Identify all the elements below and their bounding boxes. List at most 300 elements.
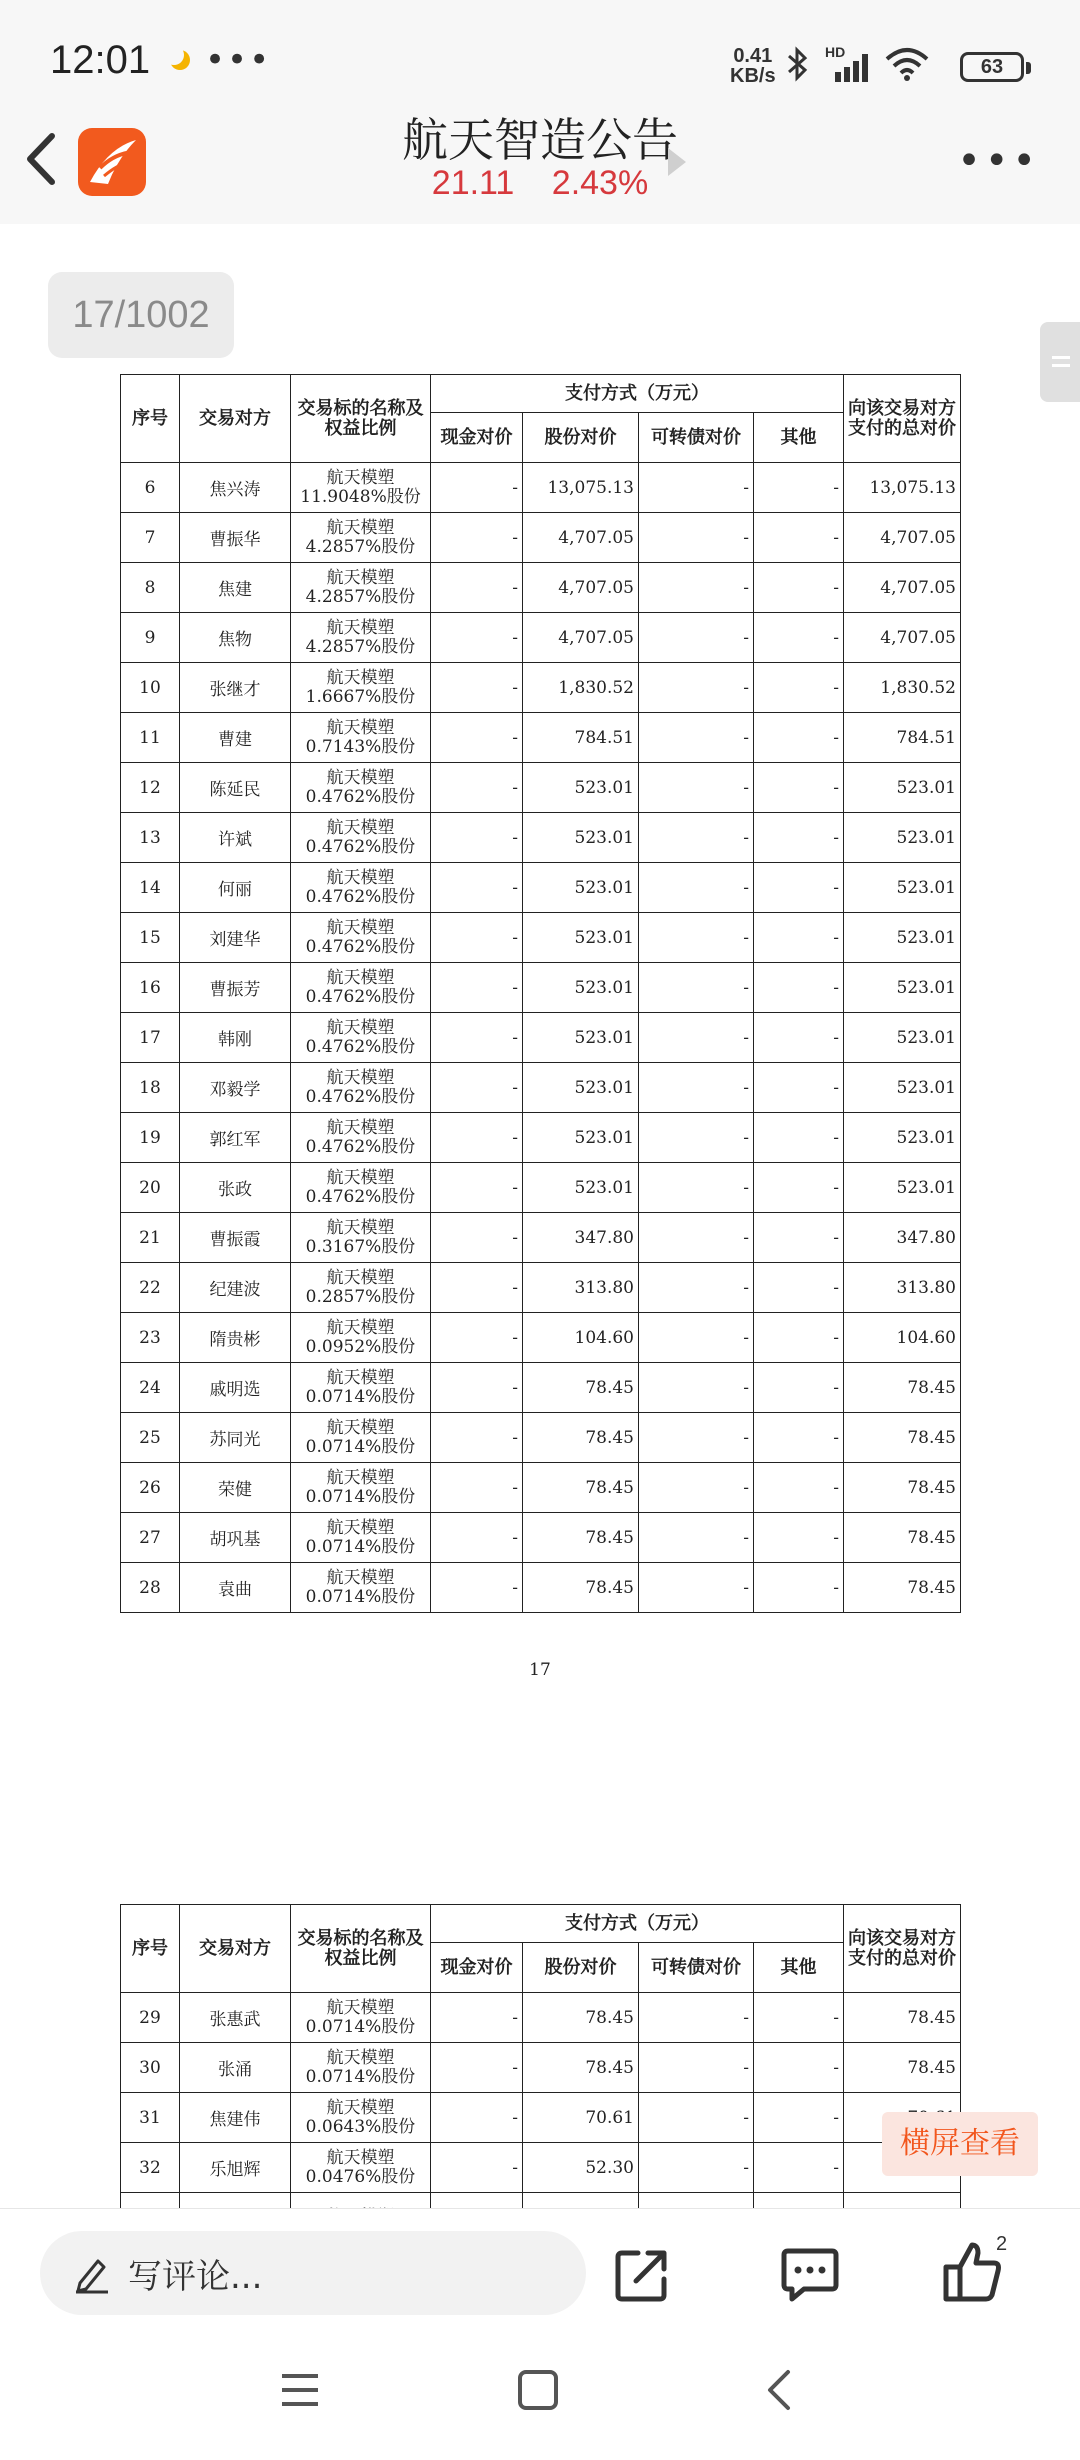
cell-stock: 523.01 — [523, 813, 639, 863]
cell-convertible: - — [639, 1563, 754, 1613]
cell-convertible: - — [639, 1213, 754, 1263]
target-name: 航天模塑 — [326, 1267, 395, 1288]
header-cash: 现金对价 — [431, 413, 523, 463]
wifi-icon — [885, 47, 929, 81]
table-row — [121, 1563, 961, 1613]
cell-stock: 78.45 — [523, 1563, 639, 1613]
cell-party: 韩刚 — [180, 1013, 291, 1063]
cell-seq: 30 — [121, 2043, 180, 2093]
document-viewer[interactable] — [0, 224, 1080, 2208]
target-ratio: 0.0643%股份 — [305, 2116, 416, 2137]
header-target: 交易标的名称及权益比例 — [291, 1905, 431, 1993]
cell-party: 刘建华 — [180, 913, 291, 963]
cell-seq: 16 — [121, 963, 180, 1013]
table-row — [121, 613, 961, 663]
cell-target — [291, 1213, 431, 1263]
cell-cash: - — [431, 1413, 523, 1463]
cell-convertible: - — [639, 1113, 754, 1163]
cell-total: 523.01 — [844, 863, 961, 913]
table-row — [121, 513, 961, 563]
cell-convertible: - — [639, 763, 754, 813]
table-row — [121, 1413, 961, 1463]
target-ratio: 0.0952%股份 — [305, 1336, 416, 1357]
header-total: 向该交易对方支付的总对价 — [844, 1905, 961, 1993]
cell-party: 隋贵彬 — [180, 1313, 291, 1363]
cell-seq: 31 — [121, 2093, 180, 2143]
table-row — [121, 663, 961, 713]
cell-cash: - — [431, 1513, 523, 1563]
target-name: 航天模塑 — [326, 1117, 395, 1138]
cell-convertible: - — [639, 563, 754, 613]
status-bar — [0, 0, 1080, 100]
target-name: 航天模塑 — [326, 867, 395, 888]
cell-other: - — [754, 2093, 844, 2143]
cell-convertible: - — [639, 2043, 754, 2093]
target-name: 航天模塑 — [326, 1567, 395, 1588]
cell-other: - — [754, 1313, 844, 1363]
cell-cash: - — [431, 513, 523, 563]
cell-stock: 4,707.05 — [523, 613, 639, 663]
target-ratio: 0.4762%股份 — [305, 1136, 416, 1157]
target-name: 航天模塑 — [326, 517, 395, 538]
cell-party: 曹振华 — [180, 513, 291, 563]
header-payment: 支付方式（万元） — [431, 375, 844, 413]
target-name: 航天模塑 — [326, 1167, 395, 1188]
cell-other: - — [754, 1463, 844, 1513]
share-icon[interactable] — [612, 2245, 672, 2305]
cell-convertible: - — [639, 1413, 754, 1463]
status-time: 12:01 — [50, 38, 151, 82]
cell-convertible: - — [639, 663, 754, 713]
cell-party: 张惠武 — [180, 1993, 291, 2043]
nav-back-icon[interactable] — [760, 2368, 800, 2412]
cell-total: 523.01 — [844, 1113, 961, 1163]
payment-table-page-17 — [120, 374, 961, 1613]
table-row — [121, 963, 961, 1013]
cell-stock: 70.61 — [523, 2093, 639, 2143]
cell-target — [291, 1113, 431, 1163]
cell-seq: 26 — [121, 1463, 180, 1513]
cell-other: - — [754, 1363, 844, 1413]
target-ratio: 0.4762%股份 — [305, 936, 416, 957]
table-row — [121, 713, 961, 763]
cell-total: 78.45 — [844, 2043, 961, 2093]
cell-total: 523.01 — [844, 913, 961, 963]
cell-cash: - — [431, 1163, 523, 1213]
target-ratio: 0.0714%股份 — [305, 1386, 416, 1407]
cell-total: 13,075.13 — [844, 463, 961, 513]
cell-convertible: - — [639, 813, 754, 863]
header-stock: 股份对价 — [523, 1943, 639, 1993]
cell-other: - — [754, 963, 844, 1013]
cell-target — [291, 1013, 431, 1063]
cell-stock: 4,707.05 — [523, 563, 639, 613]
cell-convertible: - — [639, 613, 754, 663]
cell-other: - — [754, 913, 844, 963]
cell-cash: - — [431, 813, 523, 863]
like-count: 2 — [996, 2233, 1008, 2255]
table-row — [121, 1013, 961, 1063]
cell-stock: 78.45 — [523, 1513, 639, 1563]
cell-target — [291, 1313, 431, 1363]
table-row — [121, 1163, 961, 1213]
page-number: 17 — [529, 1660, 551, 1680]
cell-target — [291, 913, 431, 963]
cell-total: 104.60 — [844, 1313, 961, 1363]
cell-cash: - — [431, 2143, 523, 2193]
target-ratio: 0.0714%股份 — [305, 2016, 416, 2037]
cell-stock: 78.45 — [523, 1413, 639, 1463]
cell-total: 523.01 — [844, 1013, 961, 1063]
cell-party: 焦兴涛 — [180, 463, 291, 513]
page-indicator: 17/1002 — [48, 272, 234, 358]
pencil-icon — [74, 2253, 110, 2293]
cell-convertible: - — [639, 1363, 754, 1413]
cell-party: 焦建伟 — [180, 2093, 291, 2143]
cell-party: 张涌 — [180, 2043, 291, 2093]
target-ratio: 0.0714%股份 — [305, 1536, 416, 1557]
cell-seq: 27 — [121, 1513, 180, 1563]
cell-party: 曹振霞 — [180, 1213, 291, 1263]
cell-seq: 15 — [121, 913, 180, 963]
cell-party: 邓毅学 — [180, 1063, 291, 1113]
cell-seq: 10 — [121, 663, 180, 713]
cell-stock: 4,707.05 — [523, 513, 639, 563]
target-ratio: 1.6667%股份 — [305, 686, 416, 707]
target-ratio: 4.2857%股份 — [305, 536, 416, 557]
cell-cash: - — [431, 1213, 523, 1263]
cell-other: - — [754, 1163, 844, 1213]
cell-party: 曹振芳 — [180, 963, 291, 1013]
target-name: 航天模塑 — [326, 1217, 395, 1238]
cell-total: 523.01 — [844, 1163, 961, 1213]
target-name: 航天模塑 — [326, 1317, 395, 1338]
cell-total: 78.45 — [844, 1363, 961, 1413]
cell-stock: 523.01 — [523, 1063, 639, 1113]
cell-target — [291, 963, 431, 1013]
cell-target — [291, 1513, 431, 1563]
comment-input[interactable] — [40, 2231, 586, 2315]
cell-stock: 52.30 — [523, 2143, 639, 2193]
cell-other: - — [754, 2043, 844, 2093]
header-party: 交易对方 — [180, 375, 291, 463]
cell-other: - — [754, 713, 844, 763]
table-row — [121, 813, 961, 863]
landscape-view-button[interactable]: 横屏查看 — [882, 2112, 1038, 2176]
target-name: 航天模塑 — [326, 1367, 395, 1388]
cell-party: 乐旭辉 — [180, 2143, 291, 2193]
target-name: 航天模塑 — [326, 717, 395, 738]
cell-other: - — [754, 563, 844, 613]
cell-other: - — [754, 1213, 844, 1263]
table-row — [121, 1263, 961, 1313]
table-row — [121, 463, 961, 513]
cell-target — [291, 1563, 431, 1613]
table-row — [121, 1463, 961, 1513]
more-options-button[interactable]: ••• — [957, 138, 1040, 184]
header-seq: 序号 — [121, 375, 180, 463]
cell-target — [291, 713, 431, 763]
cell-other: - — [754, 2143, 844, 2193]
cell-target — [291, 1163, 431, 1213]
payment-table-page-18 — [120, 1904, 961, 2243]
cell-party: 荣健 — [180, 1463, 291, 1513]
moon-icon — [170, 50, 190, 70]
play-icon[interactable] — [668, 148, 686, 176]
target-ratio: 0.0476%股份 — [305, 2166, 416, 2187]
page-title: 航天智造公告 — [402, 113, 678, 167]
app-header — [0, 100, 1080, 224]
cell-total: 1,830.52 — [844, 663, 961, 713]
cell-total: 523.01 — [844, 963, 961, 1013]
cell-cash: - — [431, 2043, 523, 2093]
battery-indicator: 63 — [960, 52, 1024, 82]
target-ratio: 0.4762%股份 — [305, 1086, 416, 1107]
nav-home-icon[interactable] — [518, 2370, 558, 2410]
cell-total: 313.80 — [844, 1263, 961, 1313]
cell-stock: 78.45 — [523, 1363, 639, 1413]
cell-seq: 17 — [121, 1013, 180, 1063]
table-row — [121, 1313, 961, 1363]
comment-placeholder: 写评论... — [128, 2256, 263, 2297]
cell-convertible: - — [639, 963, 754, 1013]
cell-stock: 78.45 — [523, 1993, 639, 2043]
header-other: 其他 — [754, 413, 844, 463]
cell-party: 袁曲 — [180, 1563, 291, 1613]
cell-convertible: - — [639, 1163, 754, 1213]
target-ratio: 0.4762%股份 — [305, 1186, 416, 1207]
cell-total: 78.45 — [844, 1463, 961, 1513]
cell-stock: 523.01 — [523, 1163, 639, 1213]
stock-price: 21.11 — [431, 164, 515, 202]
header-target: 交易标的名称及权益比例 — [291, 375, 431, 463]
cell-party: 焦建 — [180, 563, 291, 613]
cell-seq: 29 — [121, 1993, 180, 2043]
target-ratio: 0.4762%股份 — [305, 786, 416, 807]
cell-other: - — [754, 1993, 844, 2043]
cell-other: - — [754, 1263, 844, 1313]
cell-convertible: - — [639, 1513, 754, 1563]
cell-other: - — [754, 1063, 844, 1113]
cell-stock: 784.51 — [523, 713, 639, 763]
cell-other: - — [754, 813, 844, 863]
target-name: 航天模塑 — [326, 1067, 395, 1088]
target-name: 航天模塑 — [326, 2147, 395, 2168]
cell-party: 许斌 — [180, 813, 291, 863]
cell-convertible: - — [639, 1013, 754, 1063]
cell-cash: - — [431, 1463, 523, 1513]
cell-convertible: - — [639, 463, 754, 513]
target-name: 航天模塑 — [326, 917, 395, 938]
cell-total: 4,707.05 — [844, 613, 961, 663]
header-seq: 序号 — [121, 1905, 180, 1993]
target-name: 航天模塑 — [326, 2047, 395, 2068]
cell-target — [291, 1463, 431, 1513]
cell-cash: - — [431, 1013, 523, 1063]
cell-convertible: - — [639, 2093, 754, 2143]
bluetooth-icon — [785, 46, 811, 82]
cell-other: - — [754, 513, 844, 563]
cell-cash: - — [431, 713, 523, 763]
cell-stock: 313.80 — [523, 1263, 639, 1313]
cell-party: 郭红军 — [180, 1113, 291, 1163]
cell-other: - — [754, 613, 844, 663]
cell-stock: 523.01 — [523, 1113, 639, 1163]
stock-change: 2.43% — [551, 164, 649, 202]
cell-other: - — [754, 763, 844, 813]
target-ratio: 0.7143%股份 — [305, 736, 416, 757]
target-ratio: 0.0714%股份 — [305, 1586, 416, 1607]
cell-party: 何丽 — [180, 863, 291, 913]
cell-convertible: - — [639, 1463, 754, 1513]
status-icons — [785, 44, 929, 84]
cell-seq: 25 — [121, 1413, 180, 1463]
target-ratio: 0.0714%股份 — [305, 2066, 416, 2087]
target-ratio: 4.2857%股份 — [305, 636, 416, 657]
table-body — [121, 1993, 961, 2243]
table-row — [121, 913, 961, 963]
scroll-handle[interactable] — [1040, 322, 1080, 402]
table-row — [121, 1113, 961, 1163]
target-name: 航天模塑 — [326, 817, 395, 838]
cell-convertible: - — [639, 713, 754, 763]
table-row — [121, 2093, 961, 2143]
status-more-dots: ••• — [205, 40, 272, 80]
cell-seq: 20 — [121, 1163, 180, 1213]
cell-cash: - — [431, 1563, 523, 1613]
target-ratio: 4.2857%股份 — [305, 586, 416, 607]
cell-target — [291, 563, 431, 613]
target-name: 航天模塑 — [326, 2097, 395, 2118]
table-row — [121, 1063, 961, 1113]
cell-seq: 32 — [121, 2143, 180, 2193]
cell-stock: 78.45 — [523, 2043, 639, 2093]
cell-party: 曹建 — [180, 713, 291, 763]
cell-convertible: - — [639, 1063, 754, 1113]
cell-seq: 13 — [121, 813, 180, 863]
table-row — [121, 1213, 961, 1263]
cell-stock: 1,830.52 — [523, 663, 639, 713]
cell-party: 苏同光 — [180, 1413, 291, 1463]
header-cash: 现金对价 — [431, 1943, 523, 1993]
cell-target — [291, 1413, 431, 1463]
cell-total: 4,707.05 — [844, 563, 961, 613]
target-name: 航天模塑 — [326, 1997, 395, 2018]
cell-target — [291, 463, 431, 513]
cell-target — [291, 1993, 431, 2043]
target-name: 航天模塑 — [326, 467, 395, 488]
cell-total: 78.45 — [844, 1563, 961, 1613]
table-row — [121, 563, 961, 613]
cell-cash: - — [431, 2093, 523, 2143]
target-name: 航天模塑 — [326, 1417, 395, 1438]
table-row — [121, 763, 961, 813]
system-navigation-bar — [0, 2328, 1080, 2460]
cell-stock: 13,075.13 — [523, 463, 639, 513]
cell-cash: - — [431, 663, 523, 713]
cell-party: 纪建波 — [180, 1263, 291, 1313]
target-name: 航天模塑 — [326, 1017, 395, 1038]
table-row — [121, 863, 961, 913]
cell-seq: 22 — [121, 1263, 180, 1313]
target-name: 航天模塑 — [326, 767, 395, 788]
cell-cash: - — [431, 463, 523, 513]
cell-total: 347.80 — [844, 1213, 961, 1263]
cell-other: - — [754, 1513, 844, 1563]
cell-total: 4,707.05 — [844, 513, 961, 563]
target-name: 航天模塑 — [326, 1517, 395, 1538]
cell-convertible: - — [639, 513, 754, 563]
cell-target — [291, 1363, 431, 1413]
cell-seq: 23 — [121, 1313, 180, 1363]
cell-convertible: - — [639, 1993, 754, 2043]
cell-seq: 11 — [121, 713, 180, 763]
header-convertible: 可转债对价 — [639, 1943, 754, 1993]
cell-target — [291, 663, 431, 713]
cell-stock: 523.01 — [523, 863, 639, 913]
cell-seq: 14 — [121, 863, 180, 913]
cell-stock: 78.45 — [523, 1463, 639, 1513]
cell-stock: 523.01 — [523, 763, 639, 813]
cell-party: 陈延民 — [180, 763, 291, 813]
network-speed — [730, 46, 776, 86]
cell-total: 523.01 — [844, 1063, 961, 1113]
cell-other: - — [754, 1113, 844, 1163]
cell-cash: - — [431, 963, 523, 1013]
cell-cash: - — [431, 1993, 523, 2043]
network-speed-value: 0.41 — [733, 45, 773, 67]
cell-party: 焦物 — [180, 613, 291, 663]
header-payment: 支付方式（万元） — [431, 1905, 844, 1943]
target-ratio: 0.4762%股份 — [305, 986, 416, 1007]
chat-icon[interactable] — [780, 2243, 840, 2303]
cell-stock: 104.60 — [523, 1313, 639, 1363]
stock-quote — [0, 164, 1080, 203]
cell-seq: 12 — [121, 763, 180, 813]
cell-stock: 523.01 — [523, 913, 639, 963]
header-party: 交易对方 — [180, 1905, 291, 1993]
cell-cash: - — [431, 563, 523, 613]
cell-target — [291, 813, 431, 863]
cell-target — [291, 1263, 431, 1313]
cell-seq: 9 — [121, 613, 180, 663]
cell-total: 784.51 — [844, 713, 961, 763]
network-speed-unit: KB/s — [730, 65, 776, 87]
cell-stock: 347.80 — [523, 1213, 639, 1263]
cell-cash: - — [431, 1263, 523, 1313]
header-convertible: 可转债对价 — [639, 413, 754, 463]
cell-total: 78.45 — [844, 1513, 961, 1563]
header-stock: 股份对价 — [523, 413, 639, 463]
cell-seq: 6 — [121, 463, 180, 513]
header-other: 其他 — [754, 1943, 844, 1993]
table-row — [121, 1363, 961, 1413]
cell-party: 张政 — [180, 1163, 291, 1213]
cell-other: - — [754, 863, 844, 913]
target-ratio: 0.0714%股份 — [305, 1436, 416, 1457]
cell-stock: 523.01 — [523, 1013, 639, 1063]
cell-total: 78.45 — [844, 1993, 961, 2043]
cell-convertible: - — [639, 863, 754, 913]
nav-menu-icon[interactable] — [280, 2372, 320, 2408]
cell-cash: - — [431, 1313, 523, 1363]
cell-other: - — [754, 663, 844, 713]
target-name: 航天模塑 — [326, 617, 395, 638]
cell-cash: - — [431, 863, 523, 913]
table-row — [121, 2043, 961, 2093]
table-row — [121, 2143, 961, 2193]
cell-target — [291, 763, 431, 813]
